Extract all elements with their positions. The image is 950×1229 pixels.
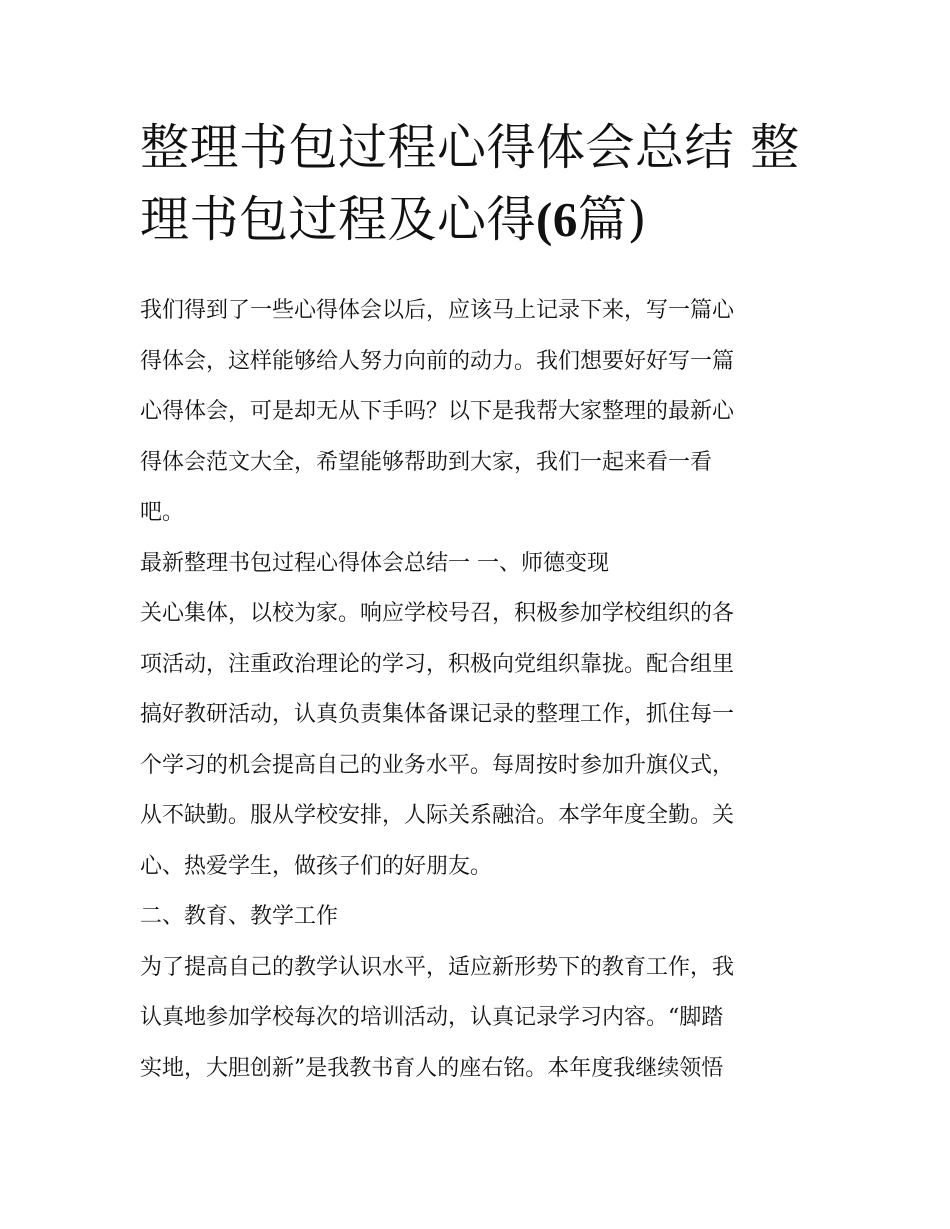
section-heading: 二、教育、教学工作 [140,904,339,929]
title-part-3: (6 [536,192,578,247]
body-line: 实地，大胆创新”是我教书育人的座右铭。本年度我继续领悟 [140,1055,724,1081]
body-line: 从不缺勤。服从学校安排，人际关系融洽。本学年度全勤。关 [140,803,735,828]
body-line: 吧。 [140,500,185,525]
body-line: 我们得到了一些心得体会以后，应该马上记录下来，写一篇心 [140,298,735,323]
title-part-1: 整理书包过程心得体会总结 整 [140,119,800,176]
document-page [140,112,812,1094]
title-part-2: 理书包过程及心得 [140,191,537,248]
body-line: 得体会范文大全，希望能够帮助到大家，我们一起来看一看 [140,449,713,475]
title-part-4: 篇) [577,191,647,248]
body-line: 认真地参加学校每次的培训活动，认真记录学习内容。“脚踏 [140,1005,724,1030]
body-line: 心得体会，可是却无从下手吗？以下是我帮大家整理的最新心 [140,399,735,424]
body-line: 关心集体，以校为家。响应学校号召，积极参加学校组织的各 [140,601,735,626]
document-title [140,112,812,256]
document-body [140,286,812,1094]
body-line: 得体会，这样能够给人努力向前的动力。我们想要好好写一篇 [140,348,735,374]
body-line: 项活动，注重政治理论的学习，积极向党组织靠拢。配合组里 [140,651,735,677]
body-line: 心、热爱学生，做孩子们的好朋友。 [140,853,493,879]
section-heading: 最新整理书包过程心得体会总结一 一、师德变现 [140,550,609,576]
body-line: 个学习的机会提高自己的业务水平。每周按时参加升旗仪式， [140,752,735,778]
body-line: 为了提高自己的教学认识水平，适应新形势下的教育工作，我 [140,954,735,980]
body-line: 搞好教研活动，认真负责集体备课记录的整理工作，抓住每一 [140,702,735,727]
